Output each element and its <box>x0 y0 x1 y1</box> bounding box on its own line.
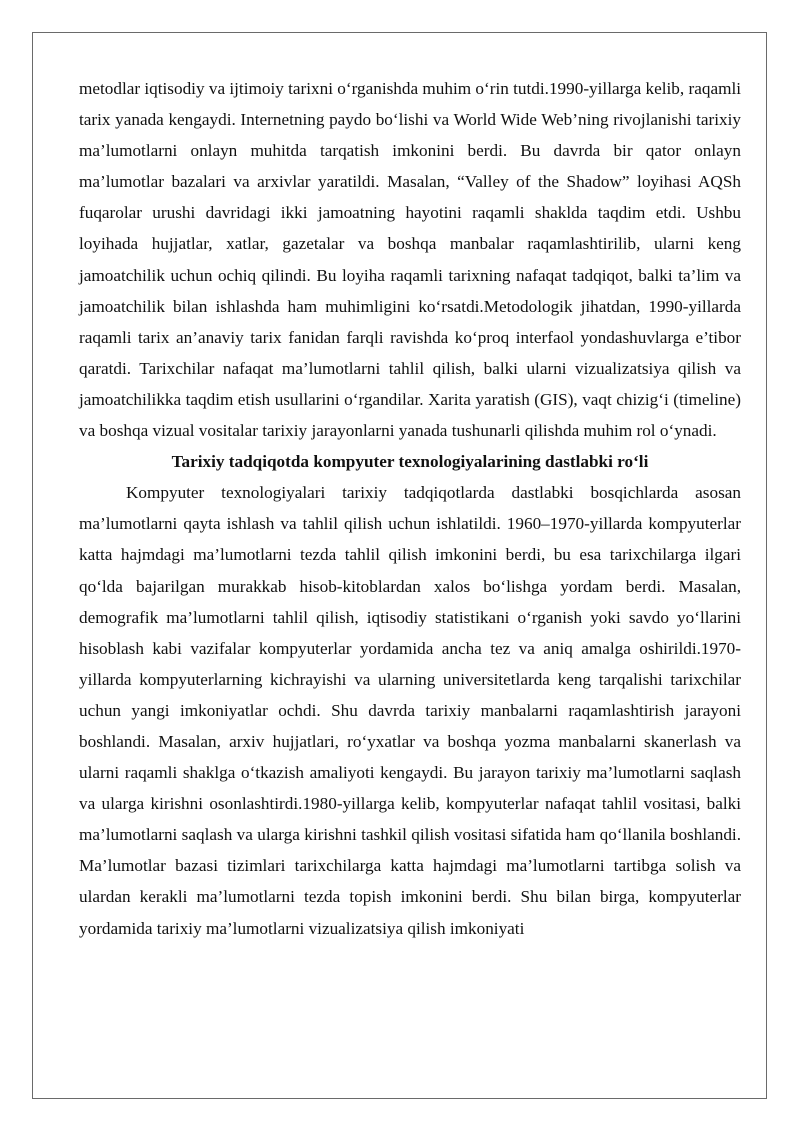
document-body <box>79 73 741 944</box>
body-paragraph: metodlar iqtisodiy va ijtimoiy tarixni o‘rganishda muhim o‘rin tutdi.1990-yillarga kelib, raqamli tarix yanada kengaydi. Internetning paydo bo‘lishi va World Wide Web’ning rivojlanishi tarixiy ma’lumotlarni onlayn muhitda tarqatish imkonini berdi. Bu davrda bir qator onlayn ma’lumotlar bazalari va arxivlar yaratildi. Masalan, “Valley of the Shadow” loyihasi AQSh fuqarolar urushi davridagi ikki jamoatning hayotini raqamli shaklda taqdim etdi. Ushbu loyihada hujjatlar, xatlar, gazetalar va boshqa manbalar raqamlashtirilib, ularni keng jamoatchilik uchun ochiq qilindi. Bu loyiha raqamli tarixning nafaqat tadqiqot, balki ta’lim va jamoatchilik bilan ishlashda ham muhimligini ko‘rsatdi.Metodologik jihatdan, 1990-yillarda raqamli tarix an’anaviy tarix fanidan farqli ravishda ko‘proq interfaol yondashuvlarga e’tibor qaratdi. Tarixchilar nafaqat ma’lumotlarni tahlil qilish, balki ularni vizualizatsiya qilish va jamoatchilikka taqdim etish usullarini o‘rgandilar. Xarita yaratish (GIS), vaqt chizig‘i (timeline) va boshqa vizual vositalar tarixiy jarayonlarni yanada tushunarli qilishda muhim rol o‘ynadi. <box>79 79 741 441</box>
section-heading: Tarixiy tadqiqotda kompyuter texnologiyalarining dastlabki ro‘li <box>171 452 649 472</box>
body-paragraph: Kompyuter texnologiyalari tarixiy tadqiqotlarda dastlabki bosqichlarda asosan ma’lumotlarni qayta ishlash va tahlil qilish uchun ishlatildi. 1960–1970-yillarda kompyuterlar katta hajmdagi ma’lumotlarni tezda tahlil qilish imkonini berdi, bu esa tarixchilarga ilgari qo‘lda bajarilgan murakkab hisob-kitoblardan xalos bo‘lishga yordam berdi. Masalan, demografik ma’lumotlarni tahlil qilish, iqtisodiy statistikani o‘rganish yoki savdo yo‘llarini hisoblash kabi vazifalar kompyuterlar yordamida ancha tez va aniq amalga oshirildi.1970-yillarda kompyuterlarning kichrayishi va ularning universitetlarda keng tarqalishi tarixchilar uchun yangi imkoniyatlar ochdi. Shu davrda tarixiy manbalarni raqamlashtirish jarayoni boshlandi. Masalan, arxiv hujjatlari, ro‘yxatlar va boshqa yozma manbalarni skanerlash va ularni raqamli shaklga o‘tkazish amaliyoti kengaydi. Bu jarayon tarixiy ma’lumotlarni saqlash va ularga kirishni osonlashtirdi.1980-yillarga kelib, kompyuterlar nafaqat tahlil vositasi, balki ma’lumotlarni saqlash va ularga kirishni tashkil qilish vositasi sifatida ham qo‘llanila boshlandi. Ma’lumotlar bazasi tizimlari tarixchilarga katta hajmdagi ma’lumotlarni tartibga solish va ulardan kerakli ma’lumotlarni tezda topish imkonini berdi. Shu bilan birga, kompyuterlar yordamida tarixiy ma’lumotlarni vizualizatsiya qilish imkoniyati <box>79 483 741 938</box>
